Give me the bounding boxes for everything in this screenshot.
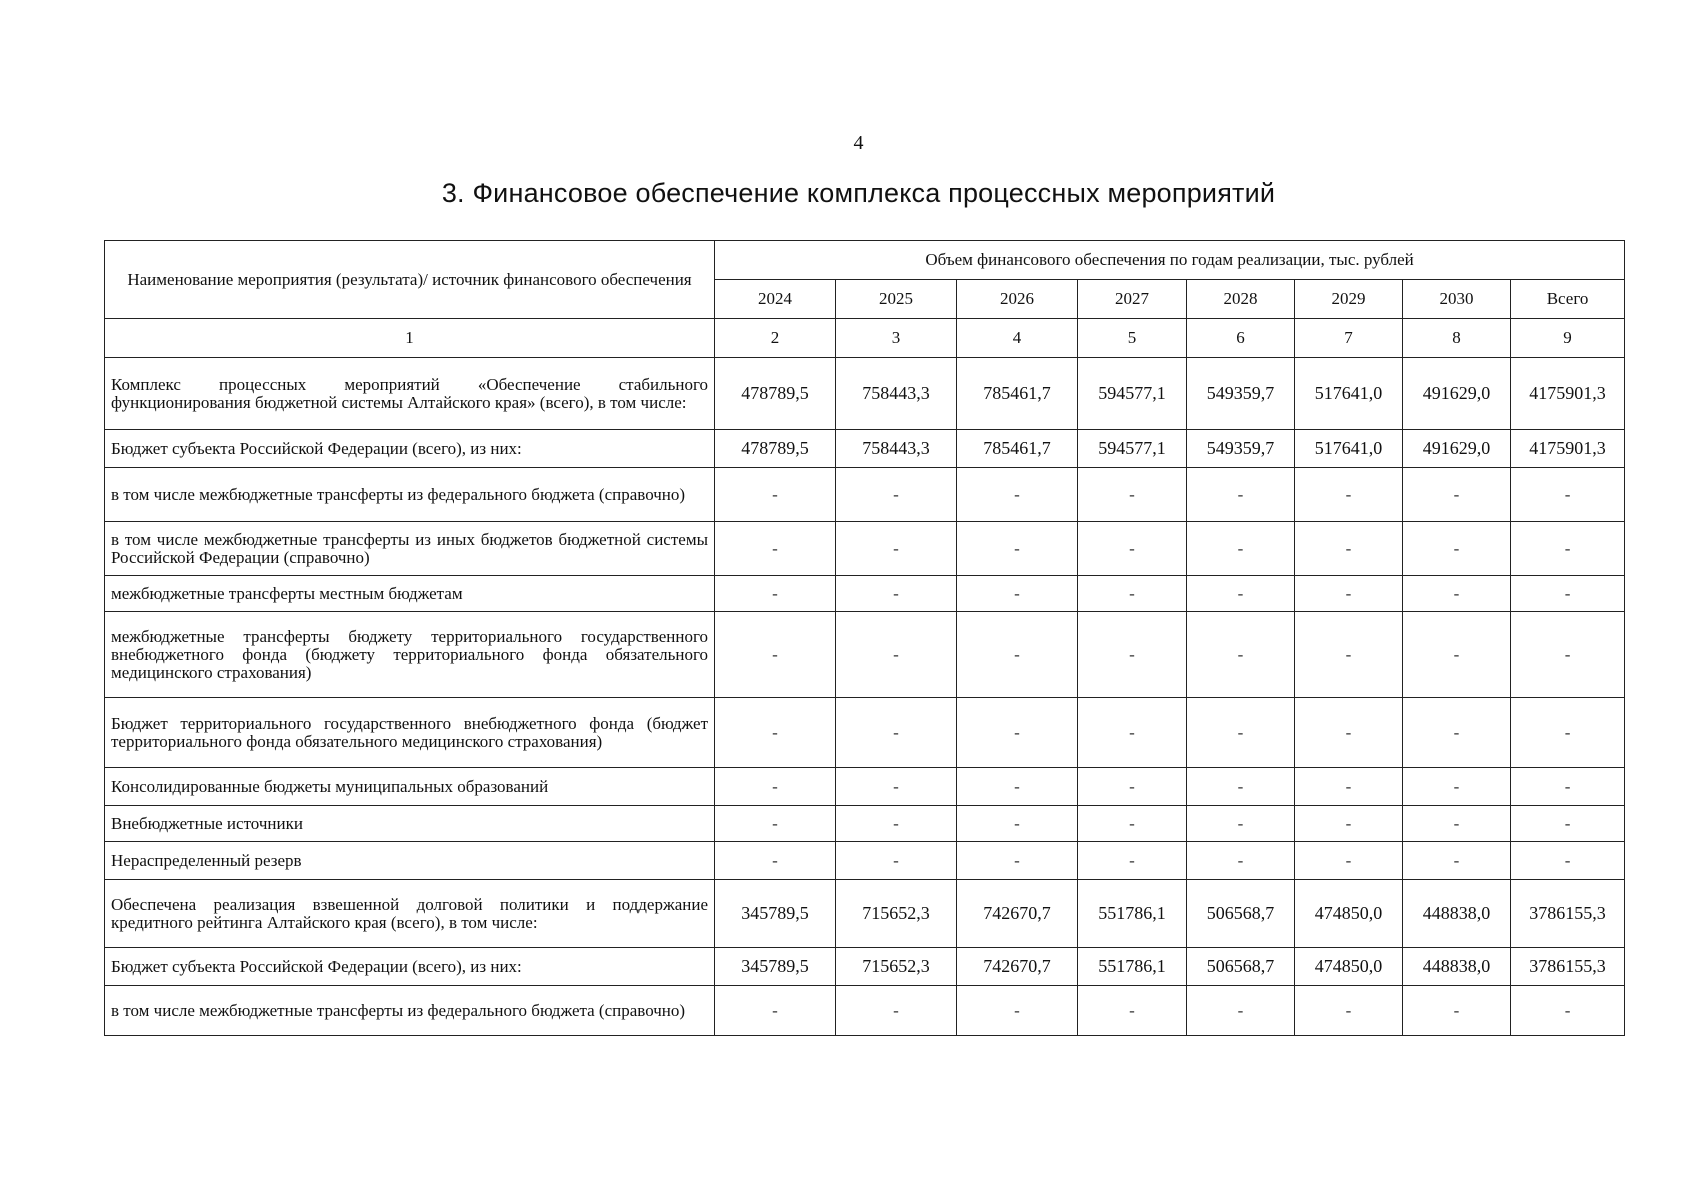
- value-cell: -: [1511, 468, 1625, 522]
- value-cell: -: [957, 612, 1078, 698]
- value-cell: -: [1078, 986, 1187, 1036]
- value-cell: -: [957, 522, 1078, 576]
- year-header-cell: Всего: [1511, 280, 1625, 319]
- value-cell: -: [1403, 468, 1511, 522]
- section-title: 3. Финансовое обеспечение комплекса процессных мероприятий: [441, 178, 1276, 208]
- value-cell: 742670,7: [957, 948, 1078, 986]
- table-row: [105, 842, 1625, 880]
- value-cell: -: [1403, 698, 1511, 768]
- value-cell: -: [715, 612, 836, 698]
- value-cell: 491629,0: [1403, 358, 1511, 430]
- row-name-cell: в том числе межбюджетные трансферты из иных бюджетов бюджетной системы Российской Федерации (справочно): [105, 522, 715, 576]
- table-row: [105, 358, 1625, 430]
- value-cell: -: [715, 698, 836, 768]
- value-cell: -: [957, 842, 1078, 880]
- value-cell: -: [1403, 986, 1511, 1036]
- financing-table: [104, 240, 1625, 1036]
- value-cell: -: [715, 768, 836, 806]
- value-cell: -: [1078, 768, 1187, 806]
- value-cell: 785461,7: [957, 358, 1078, 430]
- table-row: [105, 698, 1625, 768]
- value-cell: -: [1187, 806, 1295, 842]
- column-number-cell: 8: [1403, 319, 1511, 358]
- value-cell: 474850,0: [1295, 948, 1403, 986]
- row-name-cell: Бюджет субъекта Российской Федерации (всего), из них:: [105, 430, 715, 468]
- value-cell: -: [1078, 698, 1187, 768]
- value-cell: -: [1078, 522, 1187, 576]
- column-number-cell: 1: [105, 319, 715, 358]
- value-cell: -: [957, 806, 1078, 842]
- value-cell: -: [1295, 986, 1403, 1036]
- value-cell: -: [1295, 698, 1403, 768]
- column-number-cell: 2: [715, 319, 836, 358]
- value-cell: -: [1295, 576, 1403, 612]
- value-cell: 3786155,3: [1511, 948, 1625, 986]
- value-cell: -: [957, 468, 1078, 522]
- column-number-cell: 6: [1187, 319, 1295, 358]
- value-cell: -: [1187, 986, 1295, 1036]
- value-cell: -: [957, 698, 1078, 768]
- value-cell: 594577,1: [1078, 430, 1187, 468]
- value-cell: -: [1078, 842, 1187, 880]
- table-row: [105, 522, 1625, 576]
- column-number-row: [105, 319, 1625, 358]
- value-cell: 742670,7: [957, 880, 1078, 948]
- value-cell: -: [1295, 842, 1403, 880]
- value-cell: -: [836, 698, 957, 768]
- value-cell: -: [715, 468, 836, 522]
- value-cell: 3786155,3: [1511, 880, 1625, 948]
- value-cell: 785461,7: [957, 430, 1078, 468]
- value-cell: -: [1078, 468, 1187, 522]
- value-cell: 517641,0: [1295, 430, 1403, 468]
- value-cell: 517641,0: [1295, 358, 1403, 430]
- value-cell: -: [715, 522, 836, 576]
- row-name-cell: межбюджетные трансферты местным бюджетам: [105, 576, 715, 612]
- year-header-cell: 2024: [715, 280, 836, 319]
- value-cell: 758443,3: [836, 358, 957, 430]
- value-cell: 715652,3: [836, 948, 957, 986]
- value-cell: -: [836, 768, 957, 806]
- header-name-cell: Наименование мероприятия (результата)/ источник финансового обеспечения: [105, 241, 715, 319]
- table-row: [105, 948, 1625, 986]
- value-cell: -: [1511, 842, 1625, 880]
- row-name-cell: Обеспечена реализация взвешенной долговой политики и поддержание кредитного рейтинга Алтайского края (всего), в том числе:: [105, 880, 715, 948]
- value-cell: -: [1295, 806, 1403, 842]
- row-name-cell: Бюджет субъекта Российской Федерации (всего), из них:: [105, 948, 715, 986]
- table-row: [105, 806, 1625, 842]
- row-name-cell: Комплекс процессных мероприятий «Обеспечение стабильного функционирования бюджетной системы Алтайского края» (всего), в том числе:: [105, 358, 715, 430]
- year-header-cell: 2029: [1295, 280, 1403, 319]
- value-cell: -: [1078, 806, 1187, 842]
- value-cell: -: [1187, 522, 1295, 576]
- value-cell: 474850,0: [1295, 880, 1403, 948]
- value-cell: 758443,3: [836, 430, 957, 468]
- value-cell: -: [1403, 576, 1511, 612]
- value-cell: 551786,1: [1078, 948, 1187, 986]
- value-cell: 478789,5: [715, 430, 836, 468]
- value-cell: -: [1187, 698, 1295, 768]
- value-cell: 594577,1: [1078, 358, 1187, 430]
- value-cell: -: [1187, 768, 1295, 806]
- value-cell: -: [836, 842, 957, 880]
- value-cell: -: [1403, 806, 1511, 842]
- value-cell: -: [1078, 576, 1187, 612]
- value-cell: 345789,5: [715, 948, 836, 986]
- value-cell: -: [1403, 522, 1511, 576]
- value-cell: -: [1511, 806, 1625, 842]
- row-name-cell: межбюджетные трансферты бюджету территориального государственного внебюджетного фонда (бюджету территориального фонда обязательного медицинского страхования): [105, 612, 715, 698]
- value-cell: 448838,0: [1403, 948, 1511, 986]
- year-header-cell: 2025: [836, 280, 957, 319]
- value-cell: -: [836, 806, 957, 842]
- value-cell: -: [1078, 612, 1187, 698]
- value-cell: 549359,7: [1187, 430, 1295, 468]
- value-cell: -: [836, 468, 957, 522]
- value-cell: -: [1511, 768, 1625, 806]
- value-cell: 491629,0: [1403, 430, 1511, 468]
- table-header: [105, 241, 1625, 319]
- value-cell: 448838,0: [1403, 880, 1511, 948]
- table-body: [105, 319, 1625, 1036]
- value-cell: -: [1187, 842, 1295, 880]
- table-row: [105, 468, 1625, 522]
- header-volume-cell: Объем финансового обеспечения по годам реализации, тыс. рублей: [715, 241, 1625, 280]
- value-cell: -: [836, 522, 957, 576]
- year-header-cell: 2027: [1078, 280, 1187, 319]
- year-header-cell: 2026: [957, 280, 1078, 319]
- row-name-cell: в том числе межбюджетные трансферты из федерального бюджета (справочно): [105, 986, 715, 1036]
- value-cell: -: [1403, 612, 1511, 698]
- value-cell: 4175901,3: [1511, 358, 1625, 430]
- value-cell: -: [1187, 576, 1295, 612]
- value-cell: 4175901,3: [1511, 430, 1625, 468]
- table-row: [105, 880, 1625, 948]
- value-cell: -: [836, 612, 957, 698]
- column-number-cell: 3: [836, 319, 957, 358]
- value-cell: -: [1511, 522, 1625, 576]
- value-cell: -: [1403, 842, 1511, 880]
- value-cell: -: [1511, 986, 1625, 1036]
- row-name-cell: Бюджет территориального государственного внебюджетного фонда (бюджет территориального фонда обязательного медицинского страхования): [105, 698, 715, 768]
- value-cell: -: [1187, 468, 1295, 522]
- value-cell: 478789,5: [715, 358, 836, 430]
- column-number-cell: 7: [1295, 319, 1403, 358]
- value-cell: -: [1187, 612, 1295, 698]
- row-name-cell: Консолидированные бюджеты муниципальных образований: [105, 768, 715, 806]
- column-number-cell: 4: [957, 319, 1078, 358]
- page-number: 4: [853, 132, 864, 154]
- value-cell: 506568,7: [1187, 880, 1295, 948]
- value-cell: 506568,7: [1187, 948, 1295, 986]
- value-cell: -: [1403, 768, 1511, 806]
- value-cell: -: [957, 576, 1078, 612]
- column-number-cell: 5: [1078, 319, 1187, 358]
- value-cell: 345789,5: [715, 880, 836, 948]
- value-cell: -: [715, 806, 836, 842]
- row-name-cell: Нераспределенный резерв: [105, 842, 715, 880]
- value-cell: 715652,3: [836, 880, 957, 948]
- value-cell: -: [1295, 468, 1403, 522]
- value-cell: -: [1295, 612, 1403, 698]
- year-header-cell: 2030: [1403, 280, 1511, 319]
- value-cell: -: [957, 986, 1078, 1036]
- value-cell: -: [1295, 522, 1403, 576]
- value-cell: -: [715, 576, 836, 612]
- value-cell: -: [836, 986, 957, 1036]
- value-cell: -: [715, 842, 836, 880]
- value-cell: -: [1295, 768, 1403, 806]
- value-cell: -: [1511, 698, 1625, 768]
- row-name-cell: в том числе межбюджетные трансферты из федерального бюджета (справочно): [105, 468, 715, 522]
- table-row: [105, 612, 1625, 698]
- table-row: [105, 986, 1625, 1036]
- value-cell: -: [957, 768, 1078, 806]
- column-number-cell: 9: [1511, 319, 1625, 358]
- table-row: [105, 576, 1625, 612]
- table-row: [105, 430, 1625, 468]
- row-name-cell: Внебюджетные источники: [105, 806, 715, 842]
- year-header-cell: 2028: [1187, 280, 1295, 319]
- value-cell: -: [1511, 612, 1625, 698]
- value-cell: 549359,7: [1187, 358, 1295, 430]
- value-cell: -: [836, 576, 957, 612]
- table-row: [105, 768, 1625, 806]
- value-cell: -: [715, 986, 836, 1036]
- value-cell: 551786,1: [1078, 880, 1187, 948]
- value-cell: -: [1511, 576, 1625, 612]
